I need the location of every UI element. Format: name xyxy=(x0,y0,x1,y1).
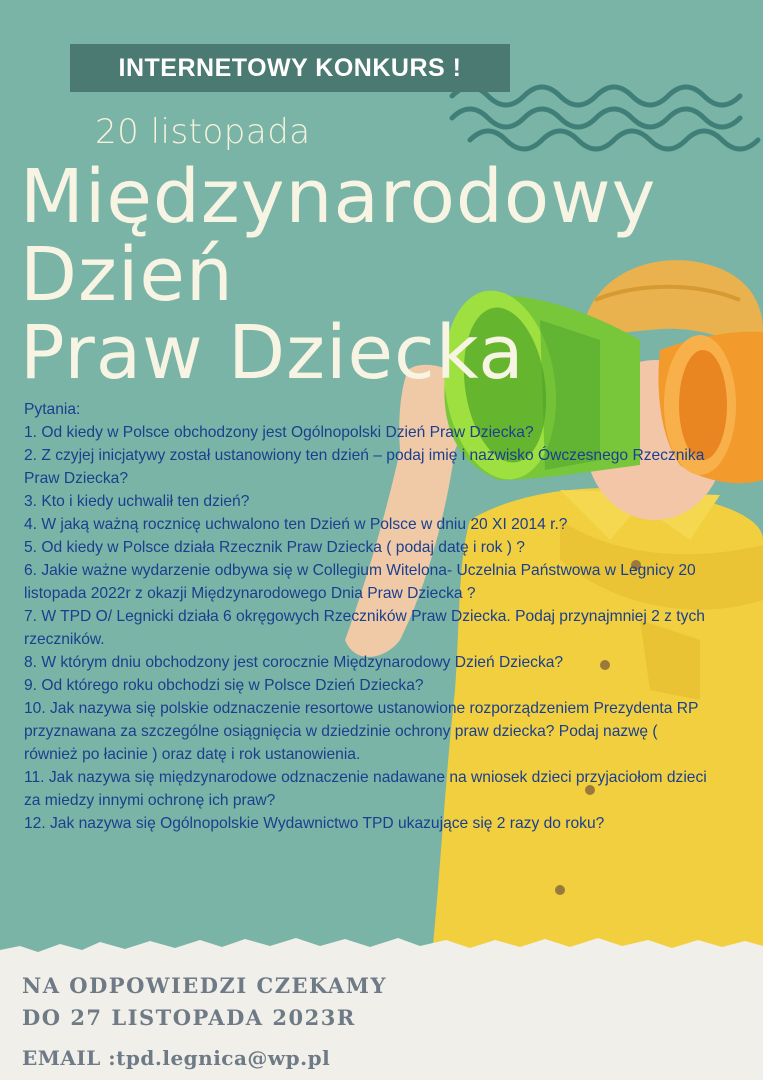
email-label: EMAIL : xyxy=(22,1046,117,1070)
answers-line-1: NA ODPOWIEDZI CZEKAMY xyxy=(22,973,387,998)
question-item: 11. Jak nazywa się międzynarodowe odznaczenie nadawane na wniosek dzieci przyjaciołom dzieci za miedzy innymi ochronę ich praw? xyxy=(24,769,707,809)
event-date: 20 listopada xyxy=(95,112,311,152)
question-item: 1. Od kiedy w Polsce obchodzony jest Ogólnopolski Dzień Praw Dziecka? xyxy=(24,424,534,441)
wavy-lines-decoration xyxy=(452,87,758,149)
questions-section xyxy=(24,398,714,835)
answers-deadline xyxy=(22,970,387,1034)
email-address[interactable]: tpd.legnica@wp.pl xyxy=(116,1046,331,1070)
question-item: 12. Jak nazywa się Ogólnopolskie Wydawnictwo TPD ukazujące się 2 razy do roku? xyxy=(24,815,605,832)
question-item: 9. Od którego roku obchodzi się w Polsce Dzień Dziecka? xyxy=(24,677,424,694)
title-line-3: Praw Dziecka xyxy=(20,310,525,396)
title-line-2: Dzień xyxy=(20,232,234,318)
question-item: 6. Jakie ważne wydarzenie odbywa się w Collegium Witelona- Uczelnia Państwowa w Legnicy 20 listopada 2022r z okazji Międzynarodowego Dnia Praw Dziecka ? xyxy=(24,562,696,602)
question-item: 10. Jak nazywa się polskie odznaczenie resortowe ustanowione rozporządzeniem Prezydenta RP przyznawana za szczególne osiągnięcia w dziedzinie ochrony praw dziecka? Podaj nazwę ( również po łacinie ) oraz datę i rok ustanowienia. xyxy=(24,700,699,763)
question-item: 7. W TPD O/ Legnicki działa 6 okręgowych Rzeczników Praw Dziecka. Podaj przynajmniej 2 z tych rzeczników. xyxy=(24,608,705,648)
question-item: 3. Kto i kiedy uchwalił ten dzień? xyxy=(24,493,250,510)
contest-banner: INTERNETOWY KONKURS ! xyxy=(70,44,510,92)
email-contact xyxy=(22,1046,330,1070)
question-item: 2. Z czyjej inicjatywy został ustanowiony ten dzień – podaj imię i nazwisko Ówczesnego Rzecznika Praw Dziecka? xyxy=(24,447,705,487)
question-item: 4. W jaką ważną rocznicę uchwalono ten Dzień w Polsce w dniu 20 XI 2014 r.? xyxy=(24,516,568,533)
title-line-1: Międzynarodowy xyxy=(20,154,657,240)
answers-line-2: DO 27 LISTOPADA 2023R xyxy=(22,1005,356,1030)
questions-heading: Pytania: xyxy=(24,401,81,418)
question-item: 8. W którym dniu obchodzony jest corocznie Międzynarodowy Dzień Dziecka? xyxy=(24,654,564,671)
poster-title xyxy=(20,154,657,396)
question-item: 5. Od kiedy w Polsce działa Rzecznik Praw Dziecka ( podaj datę i rok ) ? xyxy=(24,539,525,556)
